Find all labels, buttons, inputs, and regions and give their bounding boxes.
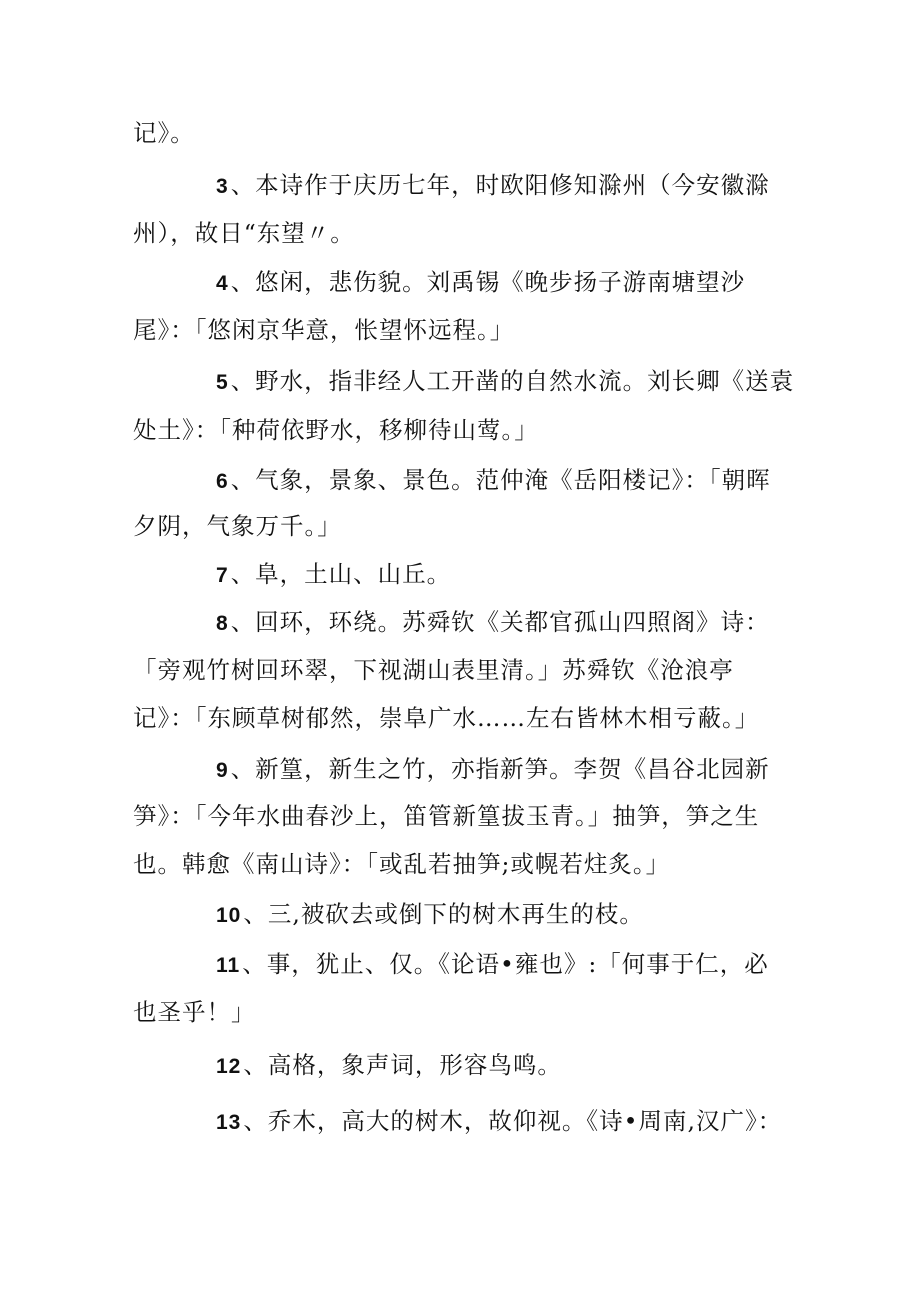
note-11-line-1: 11、事，犹止、仅。《论语•雍也》:「何事于仁，必 <box>216 950 769 978</box>
note-12-number: 12 <box>216 1055 242 1078</box>
note-11-line-2: 也圣乎！」 <box>133 998 256 1026</box>
note-3-line-2: 州），故日“东望〃。 <box>133 219 355 247</box>
note-7-line-1: 7、阜，土山、山丘。 <box>216 560 452 588</box>
note-5-line-1: 5、野水，指非经人工开凿的自然水流。刘长卿《送袁 <box>216 367 795 395</box>
note-13-number: 13 <box>216 1111 242 1134</box>
note-4-number: 4 <box>216 272 229 295</box>
note-8-number: 8 <box>216 612 229 635</box>
note-13-line-1: 13、乔木，高大的树木，故仰视。《诗•周南,汉广》： <box>216 1107 783 1135</box>
note-8-line-1: 8、回环，环绕。苏舜钦《关都官孤山四照阁》诗： <box>216 608 770 636</box>
note-12-line-1: 12、高格，象声词，形容鸟鸣。 <box>216 1051 562 1079</box>
note-9-line-2: 笋》：「今年水曲春沙上，笛管新篁拔玉青。」抽笋，笋之生 <box>133 802 760 830</box>
note-6-line-2: 夕阴，气象万千。」 <box>133 512 342 540</box>
note-10-number: 10 <box>216 904 242 927</box>
note-6-line-1: 6、气象，景象、景色。范仲淹《岳阳楼记》：「朝晖 <box>216 466 771 494</box>
note-9-line-1: 9、新篁，新生之竹，亦指新笋。李贺《昌谷北园新 <box>216 755 770 783</box>
note-11-number: 11 <box>216 954 241 977</box>
note-4-line-2: 尾》：「悠闲京华意，怅望怀远程。」 <box>133 316 515 344</box>
note-3-number: 3 <box>216 175 229 198</box>
note-continuation-line: 记》。 <box>133 119 195 147</box>
note-5-line-2: 处土》：「种荷依野水，移柳待山莺。」 <box>133 416 539 444</box>
note-9-line-3: 也。韩愈《南山诗》：「或乱若抽笋;或幌若炷炙。」 <box>133 850 671 878</box>
note-3-line-1: 3、本诗作于庆历七年，时欧阳修知滁州（今安徽滁 <box>216 171 770 199</box>
note-8-line-3: 记》：「东顾草树郁然，崇阜广水……左右皆林木相亏蔽。」 <box>133 704 760 732</box>
note-10-line-1: 10、三,被砍去或倒下的树木再生的枝。 <box>216 900 644 928</box>
note-8-line-2: 「旁观竹树回环翠，下视湖山表里清。」苏舜钦《沧浪亭 <box>133 656 734 684</box>
note-9-number: 9 <box>216 759 229 782</box>
note-4-line-1: 4、悠闲，悲伤貌。刘禹锡《晚步扬子游南塘望沙 <box>216 268 746 296</box>
note-5-number: 5 <box>216 371 229 394</box>
note-7-number: 7 <box>216 564 229 587</box>
note-6-number: 6 <box>216 470 229 493</box>
